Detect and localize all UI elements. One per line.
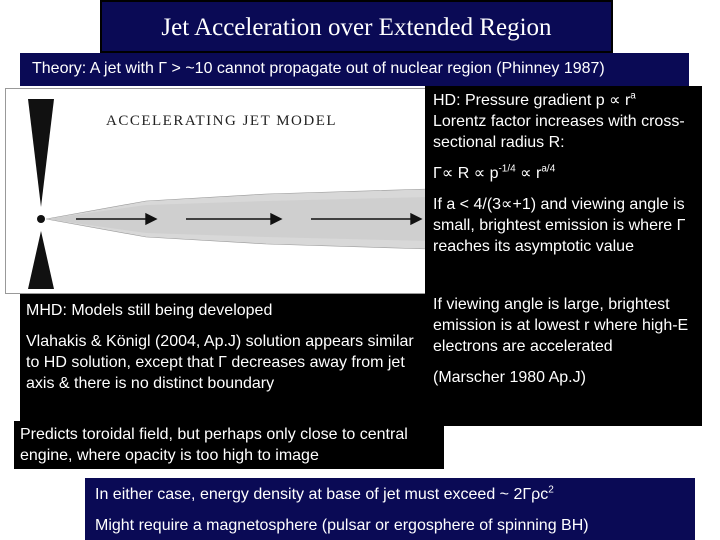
slide-title (100, 0, 613, 53)
conclusion-line2: Might require a magnetosphere (pulsar or ergosphere of spinning BH) (95, 517, 589, 534)
mhd-body: Vlahakis & Königl (2004, Ap.J) solution appears similar to HD solution, except that Γ decreases away from jet axis & there is no distinct boundary (26, 333, 414, 392)
theory-banner (20, 53, 689, 86)
hd-equation: $\Gamma\propto R \propto p^{-1/4} \propto r^{a/4}$ (433, 163, 556, 182)
hd-reference: (Marscher 1980 Ap.J) (433, 369, 586, 386)
accelerating-jet-figure (5, 88, 430, 294)
hd-line2: Lorentz factor increases with cross-sectional radius R: (433, 113, 685, 151)
mhd-panel (20, 294, 427, 424)
hd-large-angle-panel (425, 286, 702, 426)
hd-panel (425, 86, 702, 286)
hd-heading: HD: Pressure gradient $p \propto r^a$ (433, 90, 636, 109)
central-engine (37, 215, 45, 223)
predicts-text: Predicts toroidal field, but perhaps only close to central engine, where opacity is too high to image (20, 426, 408, 464)
mhd-heading: MHD: Models still being developed (26, 302, 273, 319)
theory-text: Theory: A jet with Γ > ~10 cannot propagate out of nuclear region (Phinney 1987) (32, 60, 605, 77)
hd-condition: If a < 4/(3∝+1) and viewing angle is small, brightest emission is where Γ reaches its asymptotic value (433, 196, 686, 255)
slide-title-text: Jet Acceleration over Extended Region (161, 14, 552, 41)
upper-cone (28, 99, 54, 207)
figure-caption: ACCELERATING JET MODEL (106, 113, 338, 129)
conclusion-banner (85, 478, 695, 540)
hd-large-angle: If viewing angle is large, brightest emission is at lowest r where high-E electrons are accelerated (433, 296, 689, 355)
predicts-panel (14, 421, 444, 469)
lower-cone (28, 231, 54, 289)
conclusion-line1: In either case, energy density at base of jet must exceed ~ 2Γρc$^2$ (95, 484, 554, 503)
jet-diagram (6, 89, 429, 293)
